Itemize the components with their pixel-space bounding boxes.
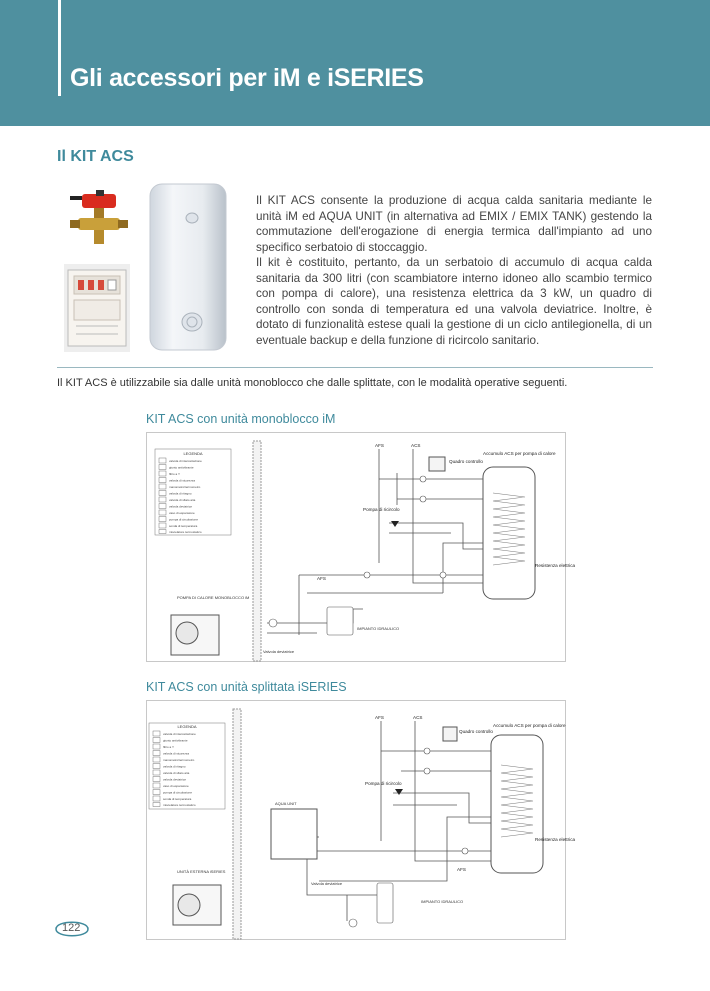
acs-label: ACS: [411, 443, 421, 448]
pump-label: Pompa di ricircolo: [365, 781, 402, 786]
legend-item: sonda di temperatura: [169, 524, 198, 528]
legend-item: valvola di sfiato aria: [163, 771, 190, 775]
heater-label: Resistenza elettrica: [535, 563, 576, 568]
legend-item: pompa di circolazione: [169, 517, 199, 522]
storage-tank-image: [148, 182, 228, 352]
diagram-2-title: KIT ACS con unità splittata iSERIES: [146, 680, 347, 694]
legend-item: miscelatore termostatico: [169, 530, 202, 534]
control-panel-image: [64, 264, 130, 352]
recirculation-pump-icon: [391, 521, 399, 527]
wall: [253, 441, 261, 661]
acs-tank: [483, 467, 535, 599]
description-paragraph-2: Il kit è costituito, pertanto, da un serbatoio di accumulo di acqua calda sanitaria da 300 litri (con scambiatore interno idoneo allo scambio termico con pompa di calore), una resistenza elettrica da 3 kW, un quadro di controllo con sonda di temperatura ed una valvola deviatrice. Inoltre, è dotato di funzionalità estese quali la gestione di un ciclo antilegionella, di un eventuale backup e della funzione di ricircolo sanitario.: [256, 256, 652, 347]
section-divider: [57, 367, 653, 368]
diagram-monoblock: [146, 432, 576, 662]
header-accent-bar: [58, 0, 61, 96]
control-panel-label: Quadro controllo: [449, 459, 483, 464]
legend-title: LEGENDA: [177, 724, 197, 729]
legend-title: LEGENDA: [183, 451, 203, 456]
outdoor-unit-label: UNITÀ ESTERNA iSERIES: [177, 869, 226, 874]
diagram-split: [146, 700, 576, 940]
control-panel: [443, 727, 457, 741]
legend-item: giunto antivibrante: [169, 465, 194, 470]
kit-description: [256, 193, 652, 348]
legend-item: valvola di ritegno: [163, 764, 186, 769]
legend-item: giunto antivibrante: [163, 738, 188, 743]
wall: [233, 709, 241, 939]
intro-text: Il KIT ACS è utilizzabile sia dalle unità monoblocco che dalle splittate, con le modalità operative seguenti.: [57, 377, 568, 389]
control-panel: [429, 457, 445, 471]
fan-icon: [178, 894, 200, 916]
pump-label: Pompa di ricircolo: [363, 507, 400, 512]
legend-item: sonda di temperatura: [163, 797, 192, 801]
legend-item: valvola di ritegno: [169, 491, 192, 496]
fan-icon: [176, 622, 198, 644]
diagram-1-title: KIT ACS con unità monoblocco iM: [146, 412, 336, 426]
afs-bottom-label: AFS: [317, 576, 326, 581]
legend-item: valvola di sicurezza: [169, 478, 196, 483]
heat-pump-label: POMPA DI CALORE MONOBLOCCO iM: [177, 595, 250, 600]
pipes: [267, 449, 483, 635]
legend-item: valvola deviatrice: [163, 777, 187, 782]
afs-top-label: AFS: [375, 443, 384, 448]
aqua-unit-label: AQUA UNIT: [275, 801, 297, 806]
legend-item: miscelatore termostatico: [163, 803, 196, 807]
page-number: [52, 918, 92, 940]
legend-item: pompa di circolazione: [163, 790, 193, 795]
description-paragraph-1: Il KIT ACS consente la produzione di acqua calda sanitaria mediante le unità iM ed AQUA UNIT (in alternativa ad EMIX / EMIX TANK) gestendo la commutazione dell'erogazione di energia termica dall'impianto ad uno specifico serbatoio di stoccaggio.: [256, 194, 652, 254]
hydraulic-label: IMPIANTO IDRAULICO: [421, 899, 464, 904]
afs-top-label: AFS: [375, 715, 384, 720]
legend-item: vaso di espansione: [169, 511, 195, 515]
acs-label: ACS: [413, 715, 423, 720]
control-panel-label: Quadro controllo: [459, 729, 493, 734]
recirculation-pump-icon: [395, 789, 403, 795]
legend-item: valvola di sicurezza: [163, 751, 190, 756]
hydraulic-label: IMPIANTO IDRAULICO: [357, 626, 400, 631]
legend-item: filtro a Y: [169, 472, 180, 476]
legend-item: vaso di espansione: [163, 784, 189, 788]
page-title: Gli accessori per iM e iSERIES: [70, 64, 424, 92]
legend-item: valvola di sfiato aria: [169, 498, 196, 502]
legend-item: valvola deviatrice: [169, 504, 193, 509]
legend-item: manometro/termometro: [163, 758, 195, 762]
pipes: [303, 721, 491, 921]
acs-tank: [491, 735, 543, 873]
page-header: [0, 0, 710, 126]
legend-item: manometro/termometro: [169, 485, 201, 489]
deviator-valve-image: [66, 188, 132, 248]
aqua-unit: [271, 809, 317, 859]
valve-label: Valvola deviatrice: [263, 649, 295, 654]
legend-item: valvola di intercettazione: [163, 732, 196, 736]
section-title: Il KIT ACS: [57, 148, 134, 165]
legend-item: filtro a Y: [163, 745, 174, 749]
heater-label: Resistenza elettrica: [535, 837, 576, 842]
page-number-text: 122: [62, 922, 81, 934]
afs-bottom-label: AFS: [457, 867, 466, 872]
tank-label: Accumulo ACS per pompa di calore: [483, 451, 556, 456]
legend-item: valvola di intercettazione: [169, 459, 202, 463]
tank-label: Accumulo ACS per pompa di calore: [493, 723, 566, 728]
pipe-fittings: [269, 476, 446, 635]
valve-label: Valvola deviatrice: [311, 881, 343, 886]
